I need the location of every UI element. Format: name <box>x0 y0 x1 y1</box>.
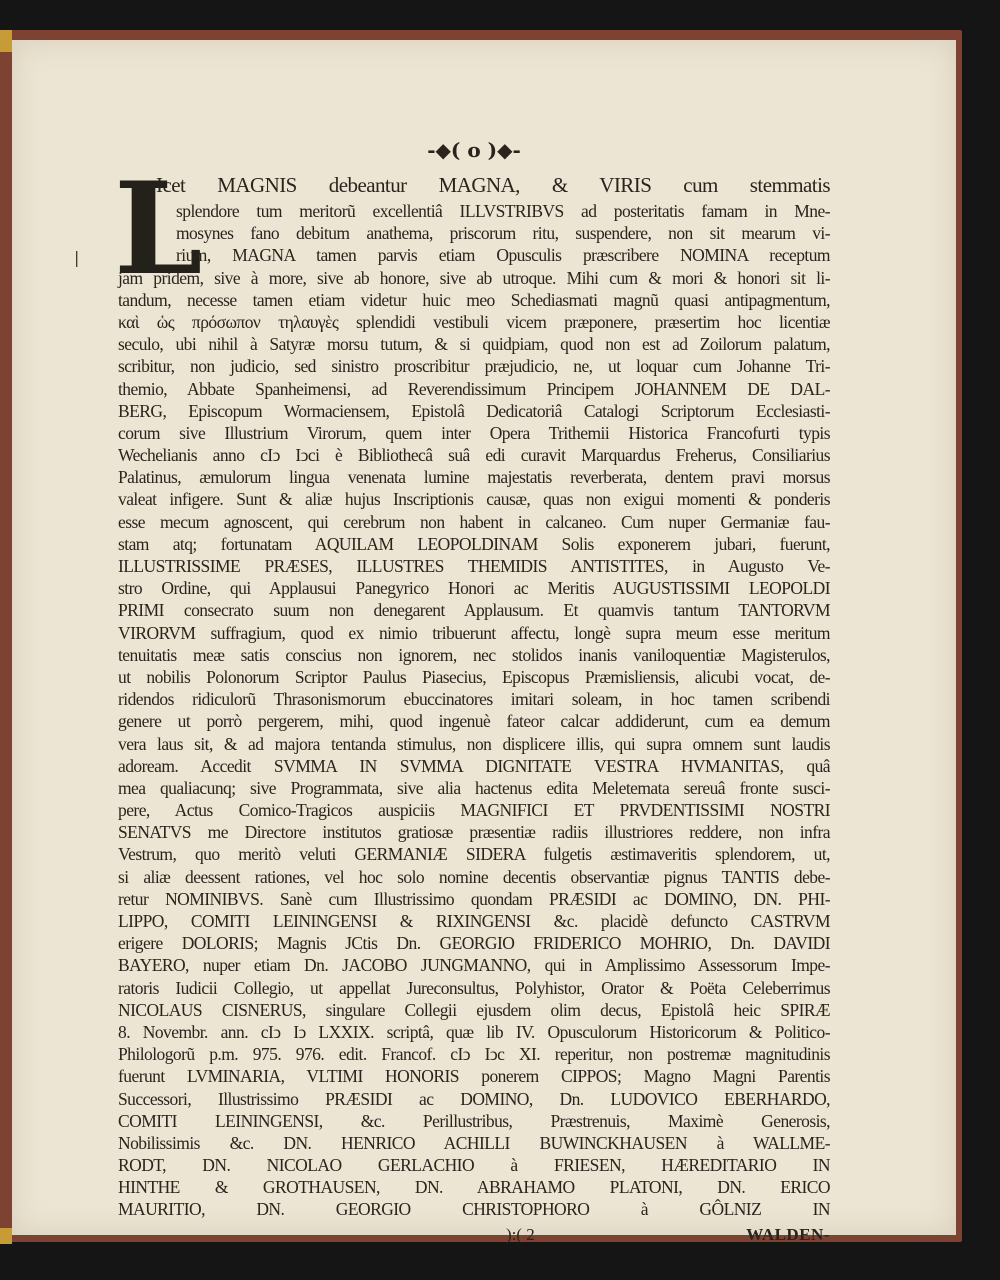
text-line: fuerunt LVMINARIA, VLTIMI HONORIS ponerem CIPPOS; Magno Magni Parentis <box>118 1066 830 1087</box>
text-line: Palatinus, æmulorum lingua venenata lumine majestatis reverberata, dentem pravi morsus <box>118 467 830 488</box>
text-line: tandum, necesse tamen etiam videtur huic meo Schediasmati magnũ quasi antipagmentum, <box>118 289 830 310</box>
text-line: valeat infigere. Sunt & aliæ hujus Inscriptionis causæ, quas non exigui momenti & ponderis <box>118 489 830 510</box>
page-footer <box>118 1225 830 1251</box>
text-lines <box>118 170 830 1221</box>
gilt-edge-bottom <box>0 1228 12 1244</box>
page-ornament: -◆( o )◆- <box>427 138 521 162</box>
text-line: mea qualiacunq; sive Programmata, sive alia hactenus edita Meletemata sereuâ fronte susci- <box>118 777 830 798</box>
text-line: corum sive Illustrium Virorum, quem inter Opera Trithemii Historica Francofurti typis <box>118 422 830 443</box>
text-line: Vestrum, quo meritò veluti GERMANIÆ SIDERA fulgetis æstimaveritis splendorem, ut, <box>118 844 830 865</box>
text-line: stam atq; fortunatam AQUILAM LEOPOLDINAM Solis exponerem jubari, fuerunt, <box>118 533 830 554</box>
drop-cap: L <box>114 155 203 303</box>
text-line: Nobilissimis &c. DN. HENRICO ACHILLI BUWINCKHAUSEN à WALLME- <box>118 1132 830 1153</box>
text-line: genere ut porrò pergerem, mihi, quod ingenuè fateor calcar addiderunt, cum ea demum <box>118 711 830 732</box>
text-line: καὶ ὡς πρόσωπον τηλαυγὲς splendidi vestibuli vicem præponere, præsertim hoc licentiæ <box>118 311 830 332</box>
signature-mark: ):( 2 <box>506 1224 535 1244</box>
text-line: 8. Novembr. ann. cIↄ Iↄ LXXIX. scriptâ, quæ lib IV. Opusculorum Historicorum & Politico- <box>118 1021 830 1042</box>
catchword: WALDEN- <box>746 1224 830 1244</box>
text-block <box>114 130 830 1251</box>
text-line: BAYERO, nuper etiam Dn. JACOBO JUNGMANNO, qui in Amplissimo Assessorum Impe- <box>118 955 830 976</box>
text-line: themio, Abbate Spanheimensi, ad Reverendissimum Principem JOHANNEM DE DAL- <box>118 378 830 399</box>
text-line: Philologorũ p.m. 975. 976. edit. Francof. cIↄ Iↄc XI. reperitur, non postremæ magnitudinis <box>118 1044 830 1065</box>
text-line: PRIMI consecrato suum non denegarent Applausum. Et quamvis tantum TANTORVM <box>118 600 830 621</box>
text-line: Successori, Illustrissimo PRÆSIDI ac DOMINO, Dn. LUDOVICO EBERHARDO, <box>118 1088 830 1109</box>
text-line: VIRORVM suffragium, quod ex nimio tribuerunt affectu, longè supra meum esse meritum <box>118 622 830 643</box>
text-line: ILLUSTRISSIME PRÆSES, ILLUSTRES THEMIDIS ANTISTITES, in Augusto Ve- <box>118 556 830 576</box>
text-line: NICOLAUS CISNERUS, singulare Collegii ejusdem olim decus, Epistolâ heic SPIRÆ <box>118 999 830 1020</box>
gilt-edge-top <box>0 30 12 52</box>
book-page <box>12 40 956 1244</box>
text-line: esse mecum agnoscent, qui cerebrum non habent in calcaneo. Cum nuper Germaniæ fau- <box>118 511 830 532</box>
text-line: mosynes fano debitum anathema, priscorum ritu, suspendere, non sit mearum vi- <box>176 223 830 244</box>
text-line: SENATVS me Directore institutos gratiosæ præsentiæ radiis illustriores reddere, non infra <box>118 822 830 843</box>
text-line: seculo, ubi nihil à Satyræ morsu tutum, & si quidpiam, quod non est ad Zoilorum palatum, <box>118 334 830 355</box>
text-line: vera laus sit, & ad majora tentanda stimulus, non displicere illis, qui supra omnem sunt laudis <box>118 733 830 754</box>
margin-mark: | <box>74 248 80 267</box>
text-line: Icet MAGNIS debeantur MAGNA, & VIRIS cum stemmatis <box>156 173 830 197</box>
text-line: jam pridem, sive à more, sive ab honore, sive ab utroque. Mihi cum & mori & honori sit li- <box>118 267 830 288</box>
text-line: splendore tum meritorũ excellentiâ ILLVSTRIBVS ad posteritatis famam in Mne- <box>176 201 830 221</box>
text-line: ridendos ridiculorũ Thrasonismorum ebuccinatores imitari soleam, in hoc tamen scribendi <box>118 689 830 710</box>
text-line: rium, MAGNA tamen parvis etiam Opusculis præscribere NOMINA receptum <box>176 245 830 266</box>
text-line: LIPPO, COMITI LEININGENSI & RIXINGENSI &c. placidè defuncto CASTRVM <box>118 911 830 931</box>
text-line: erigere DOLORIS; Magnis JCtis Dn. GEORGIO FRIDERICO MOHRIO, Dn. DAVIDI <box>118 933 830 954</box>
text-line: HINTHE & GROTHAUSEN, DN. ABRAHAMO PLATONI, DN. ERICO <box>118 1177 830 1198</box>
text-line: retur NOMINIBVS. Sanè cum Illustrissimo quondam PRÆSIDI ac DOMINO, DN. PHI- <box>118 888 830 909</box>
text-line: stro Ordine, qui Applausui Panegyrico Honori ac Meritis AUGUSTISSIMI LEOPOLDI <box>118 578 830 599</box>
text-line: MAURITIO, DN. GEORGIO CHRISTOPHORO à GÔLNIZ IN <box>118 1199 830 1220</box>
text-line: ut nobilis Polonorum Scriptor Paulus Piasecius, Episcopus Præmisliensis, alicubi vocat, de- <box>118 666 830 687</box>
text-line: adoream. Accedit SVMMA IN SVMMA DIGNITATE VESTRA HVMANITAS, quâ <box>118 755 830 776</box>
text-line: RODT, DN. NICOLAO GERLACHIO à FRIESEN, HÆREDITARIO IN <box>118 1155 830 1176</box>
text-line: si aliæ deessent rationes, vel hoc solo nomine decentis observantiæ pignus TANTIS debe- <box>118 866 830 887</box>
text-line: Wechelianis anno cIↄ Iↄci è Bibliothecâ suâ edi curavit Marquardus Freherus, Consiliarius <box>118 445 830 466</box>
text-line: tenuitatis meæ satis conscius non ignorem, nec stolidos inanis vaniloquentiæ Magisterulos, <box>118 644 830 665</box>
text-line: scribitur, non judicio, sed sinistro proscribitur præjudicio, ne, ut loquar cum Johanne Tri- <box>118 356 830 377</box>
text-line: ratoris Iudicii Collegio, ut appellat Jureconsultus, Polyhistor, Orator & Poëta Celeberrimus <box>118 977 830 998</box>
text-line: COMITI LEININGENSI, &c. Perillustribus, Præstrenuis, Maximè Generosis, <box>118 1110 830 1131</box>
text-line: BERG, Episcopum Wormaciensem, Epistolâ Dedicatoriâ Catalogi Scriptorum Ecclesiasti- <box>118 400 830 421</box>
text-line: pere, Actus Comico-Tragicos auspiciis MAGNIFICI ET PRVDENTISSIMI NOSTRI <box>118 800 830 821</box>
